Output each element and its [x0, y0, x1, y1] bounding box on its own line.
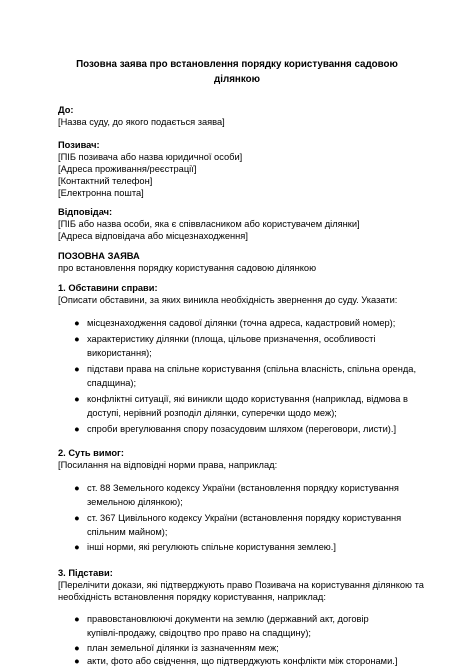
- list-item: місцезнаходження садової ділянки (точна адреса, кадастровий номер);: [87, 318, 396, 328]
- bullet-icon: ●: [74, 364, 80, 374]
- bullet-icon: ●: [74, 542, 80, 552]
- list-item: характеристику ділянки (площа, цільове призначення, особливості використання);: [87, 334, 376, 358]
- plaintiff-line: [Електронна пошта]: [58, 188, 144, 198]
- bullet-icon: ●: [74, 318, 80, 328]
- to-heading: До:: [58, 105, 74, 115]
- section2-heading: 2. Суть вимог:: [58, 448, 125, 458]
- bullet-icon: ●: [74, 643, 80, 653]
- bullet-icon: ●: [74, 656, 80, 666]
- title-line-1: Позовна заява про встановлення порядку користування садовою: [76, 59, 398, 70]
- respondent-line: [Адреса відповідача або місцезнаходження]: [58, 231, 248, 241]
- section1-heading: 1. Обставини справи:: [58, 283, 158, 293]
- bullet-icon: ●: [74, 394, 80, 404]
- list-item: правовстановлюючі документи на землю (державний акт, договір купівлі-продажу, свідоцтво про право на спадщину);: [87, 614, 369, 638]
- plaintiff-line: [Адреса проживання/реєстрації]: [58, 164, 197, 174]
- respondent-line: [ПІБ або назва особи, яка є співвласником або користувачем ділянки]: [58, 219, 360, 229]
- document-title: [40, 57, 434, 87]
- list-item: спроби врегулювання спору позасудовим шляхом (переговори, листи).]: [87, 424, 397, 434]
- bullet-icon: ●: [74, 424, 80, 434]
- section3-intro: необхідність встановлення порядку користування, наприклад:: [58, 592, 326, 602]
- plaintiff-heading: Позивач:: [58, 140, 100, 150]
- section1-intro: [Описати обставини, за яких виникла необхідність звернення до суду. Указати:: [58, 295, 398, 305]
- claim-subtitle: про встановлення порядку користування садовою ділянкою: [58, 263, 317, 273]
- list-item: акти, фото або свідчення, що підтверджують конфлікти між сторонами.]: [87, 656, 398, 666]
- list-item: план земельної ділянки із зазначенням меж;: [87, 643, 279, 653]
- list-item: ст. 367 Цивільного кодексу України (встановлення порядку користування спільним майном);: [87, 513, 402, 537]
- list-item: підстави права на спільне користування (спільна власність, спільна оренда, спадщина);: [87, 364, 417, 388]
- bullet-icon: ●: [74, 483, 80, 493]
- claim-heading: ПОЗОВНА ЗАЯВА: [58, 251, 140, 261]
- respondent-heading: Відповідач:: [58, 207, 113, 217]
- bullet-icon: ●: [74, 334, 80, 344]
- list-item: ст. 88 Земельного кодексу України (встановлення порядку користування земельною ділянкою);: [87, 483, 399, 507]
- court-name: [Назва суду, до якого подається заява]: [58, 117, 225, 127]
- section3-heading: 3. Підстави:: [58, 568, 113, 578]
- bullet-icon: ●: [74, 614, 80, 624]
- section2-intro: [Посилання на відповідні норми права, наприклад:: [58, 460, 278, 470]
- bullet-icon: ●: [74, 513, 80, 523]
- list-item: інші норми, які регулюють спільне користування землею.]: [87, 542, 336, 552]
- plaintiff-line: [Контактний телефон]: [58, 176, 153, 186]
- list-item: конфліктні ситуації, які виникли щодо користування (наприклад, відмова в доступі, нерівний розподіл ділянки, суперечки щодо меж);: [87, 394, 408, 418]
- title-line-2: ділянкою: [214, 74, 260, 85]
- plaintiff-line: [ПІБ позивача або назва юридичної особи]: [58, 152, 243, 162]
- section3-intro: [Перелічити докази, які підтверджують право Позивача на користування ділянкою та: [58, 580, 424, 590]
